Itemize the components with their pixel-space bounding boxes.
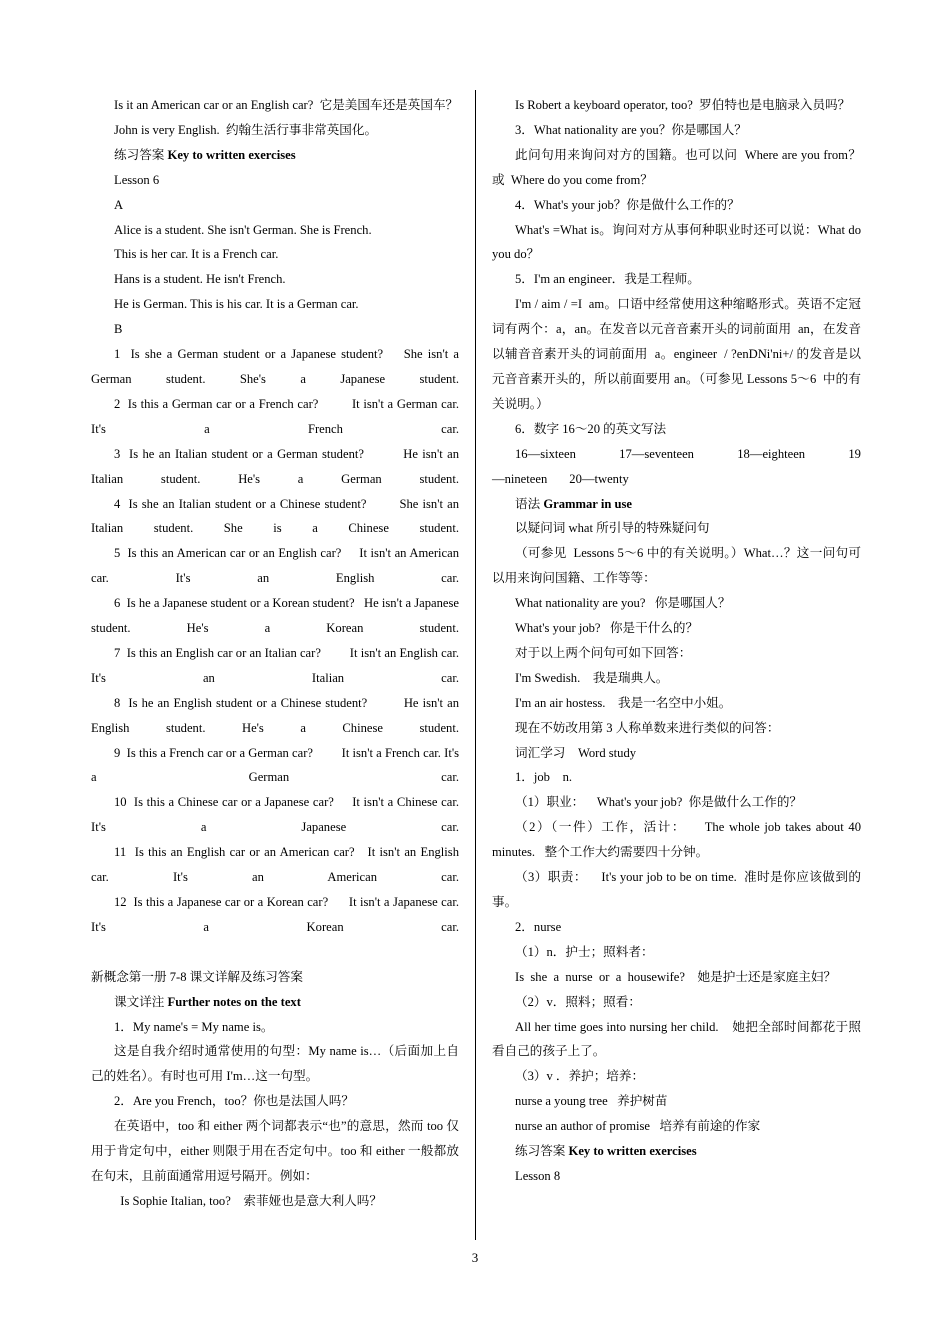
text-paragraph: 6．数字 16～20 的英文写法 (515, 421, 667, 436)
text-paragraph: 5．I'm an engineer．我是工程师。 (515, 272, 700, 287)
text-paragraph: I'm / aim / =I am。口语中经常使用这种缩略形式。英语不定冠词有两个：a，an。在发音以元音音素开头的词前面用 an，在发音以辅音音素开头的词前面用 a。engineer / ?enDNi'ni+/ 的发音是以元音音素开头的，所以前面要用 an。（可参见 Lessons 5～6 中的有关说明。） (492, 297, 861, 411)
number-cell: 18—eighteen (737, 446, 806, 461)
text-paragraph: Is Sophie Italian, too? 索菲娅也是意大利人吗？ (114, 1193, 382, 1208)
section-heading (91, 143, 459, 168)
text-paragraph: （可参见 Lessons 5～6 中的有关说明。）What…？这一问句可以用来询问国籍、工作等等： (492, 546, 861, 586)
text-paragraph: Is it an American car or an English car? 它是美国车还是英国车？ (114, 98, 459, 112)
heading-label: 练习答案 (114, 147, 168, 162)
number-cell: 19 (848, 446, 861, 461)
text-paragraph: B (114, 322, 123, 337)
text-paragraph: What's =What is。询问对方从事何种职业时还可以说：What do you do？ (492, 222, 865, 262)
heading-label: 练习答案 (515, 1144, 569, 1159)
text-paragraph: 12 Is this a Japanese car or a Korean car? It isn't a Japanese car. It's a Korean car. (91, 895, 463, 934)
text-paragraph: 10 Is this a Chinese car or a Japanese car? It isn't a Chinese car. It's a Japanese car. (91, 795, 463, 835)
section-heading (492, 492, 861, 517)
left-column (91, 93, 463, 1214)
text-paragraph: （2）（一件）工作，活计： The whole job takes about 40 minutes. 整个工作大约需要四十分钟。 (492, 820, 865, 860)
text-paragraph: Is Robert a keyboard operator, too? 罗伯特也是电脑录入员吗？ (515, 98, 851, 112)
text-paragraph: Lesson 6 (114, 172, 160, 187)
section-heading (492, 1139, 861, 1164)
column-divider (475, 90, 476, 1240)
heading-english: Grammar in use (543, 496, 632, 511)
number-row (492, 442, 861, 467)
heading-english: Key to written exercises (568, 1144, 697, 1159)
number-row-continued: —nineteen 20—twenty (492, 471, 629, 486)
text-paragraph: What's your job? 你是干什么的？ (515, 621, 699, 636)
text-paragraph: 4 Is she an Italian student or a Chinese student? She isn't an Italian student. She is a Chinese student. (91, 496, 463, 536)
text-paragraph: 8 Is he an English student or a Chinese student? He isn't an English student. He's a Chinese student. (91, 695, 463, 735)
text-paragraph: 6 Is he a Japanese student or a Korean student? He isn't a Japanese student. He's a Korean student. (91, 596, 463, 636)
text-paragraph: 在英语中，too 和 either 两个词都表示“也”的意思，然而 too 仅用于肯定句中，either 则限于用在否定句中。too 和 either 一般都放在句末，且前面通常用逗号隔开。例如： (91, 1119, 459, 1183)
page-number: 3 (471, 1250, 479, 1265)
text-paragraph: 2．nurse (515, 919, 562, 934)
text-paragraph: 此问句用来询问对方的国籍。也可以问 Where are you from？或 Where do you come from？ (492, 147, 861, 187)
text-paragraph: Alice is a student. She isn't German. She is French. (114, 222, 372, 237)
text-paragraph: John is very English. 约翰生活行事非常英国化。 (114, 122, 378, 137)
text-paragraph: 7 Is this an English car or an Italian car? It isn't an English car. It's an Italian car. (91, 645, 463, 685)
text-paragraph: nurse an author of promise 培养有前途的作家 (515, 1119, 761, 1134)
number-cell: 16—sixteen (515, 446, 576, 461)
text-paragraph: （3）v ．养护；培养： (515, 1069, 645, 1084)
text-paragraph: 3 Is he an Italian student or a German student? He isn't an Italian student. He's a German student. (91, 446, 463, 486)
text-paragraph: 4．What's your job？你是做什么工作的？ (515, 197, 740, 212)
number-list (492, 442, 861, 492)
text-paragraph: 2 Is this a German car or a French car? It isn't a German car. It's a French car. (91, 396, 463, 436)
text-paragraph: He is German. This is his car. It is a German car. (114, 297, 359, 312)
text-paragraph: 1 Is she a German student or a Japanese student? She isn't a German student. She's a Japanese student. (91, 347, 463, 386)
text-paragraph: 现在不妨改用第 3 人称单数来进行类似的问答： (515, 720, 780, 735)
text-paragraph: Is she a nurse or a housewife? 她是护士还是家庭主妇？ (515, 969, 837, 984)
heading-english: Key to written exercises (167, 147, 296, 162)
text-paragraph: A (114, 197, 124, 212)
text-paragraph: Hans is a student. He isn't French. (114, 272, 286, 287)
heading-label: 语法 (515, 496, 544, 511)
text-paragraph: （2）v．照料；照看： (515, 994, 641, 1009)
number-cell: 17—seventeen (619, 446, 694, 461)
text-paragraph: Lesson 8 (515, 1168, 561, 1183)
text-paragraph: What nationality are you? 你是哪国人？ (515, 596, 731, 611)
text-paragraph: 1．job n. (515, 770, 573, 785)
spacer (91, 940, 459, 965)
text-paragraph: This is her car. It is a French car. (114, 247, 279, 262)
text-paragraph: All her time goes into nursing her child. 她把全部时间都花于照看自己的孩子上了。 (492, 1019, 861, 1059)
text-paragraph: 这是自我介绍时通常使用的句型：My name is…（后面加上自己的姓名）。有时也可用 I'm…这一句型。 (91, 1044, 459, 1084)
text-paragraph: 以疑问词 what 所引导的特殊疑问句 (515, 521, 710, 536)
text-paragraph: （1）职业： What's your job? 你是做什么工作的？ (515, 795, 803, 810)
heading-english: Further notes on the text (167, 994, 301, 1009)
section-heading (91, 990, 459, 1015)
text-paragraph: 对于以上两个问句可如下回答： (515, 645, 692, 660)
text-paragraph: I'm an air hostess. 我是一名空中小姐。 (515, 695, 732, 710)
text-paragraph: nurse a young tree 养护树苗 (515, 1094, 668, 1109)
text-paragraph: 11 Is this an English car or an American car? It isn't an English car. It's an American car. (91, 845, 463, 885)
text-paragraph: 1．My name's = My name is。 (114, 1019, 274, 1034)
text-paragraph: 词汇学习 Word study (515, 745, 637, 760)
text-paragraph: I'm Swedish. 我是瑞典人。 (515, 670, 669, 685)
text-paragraph: 5 Is this an American car or an English car? It isn't an American car. It's an English car. (91, 546, 463, 586)
document-subtitle: 新概念第一册 7-8 课文详解及练习答案 (91, 969, 303, 984)
text-paragraph: 9 Is this a French car or a German car? It isn't a French car. It's a German car. (91, 745, 463, 785)
text-paragraph: （1）n．护士；照料者： (515, 944, 654, 959)
text-paragraph: （3）职责： It's your job to be on time. 准时是你应该做到的事。 (492, 870, 861, 909)
text-paragraph: 3．What nationality are you？你是哪国人？ (515, 122, 747, 137)
text-paragraph: 2．Are you French，too？你也是法国人吗？ (114, 1094, 354, 1109)
right-column (492, 93, 865, 1189)
heading-label: 课文详注 (114, 994, 168, 1009)
